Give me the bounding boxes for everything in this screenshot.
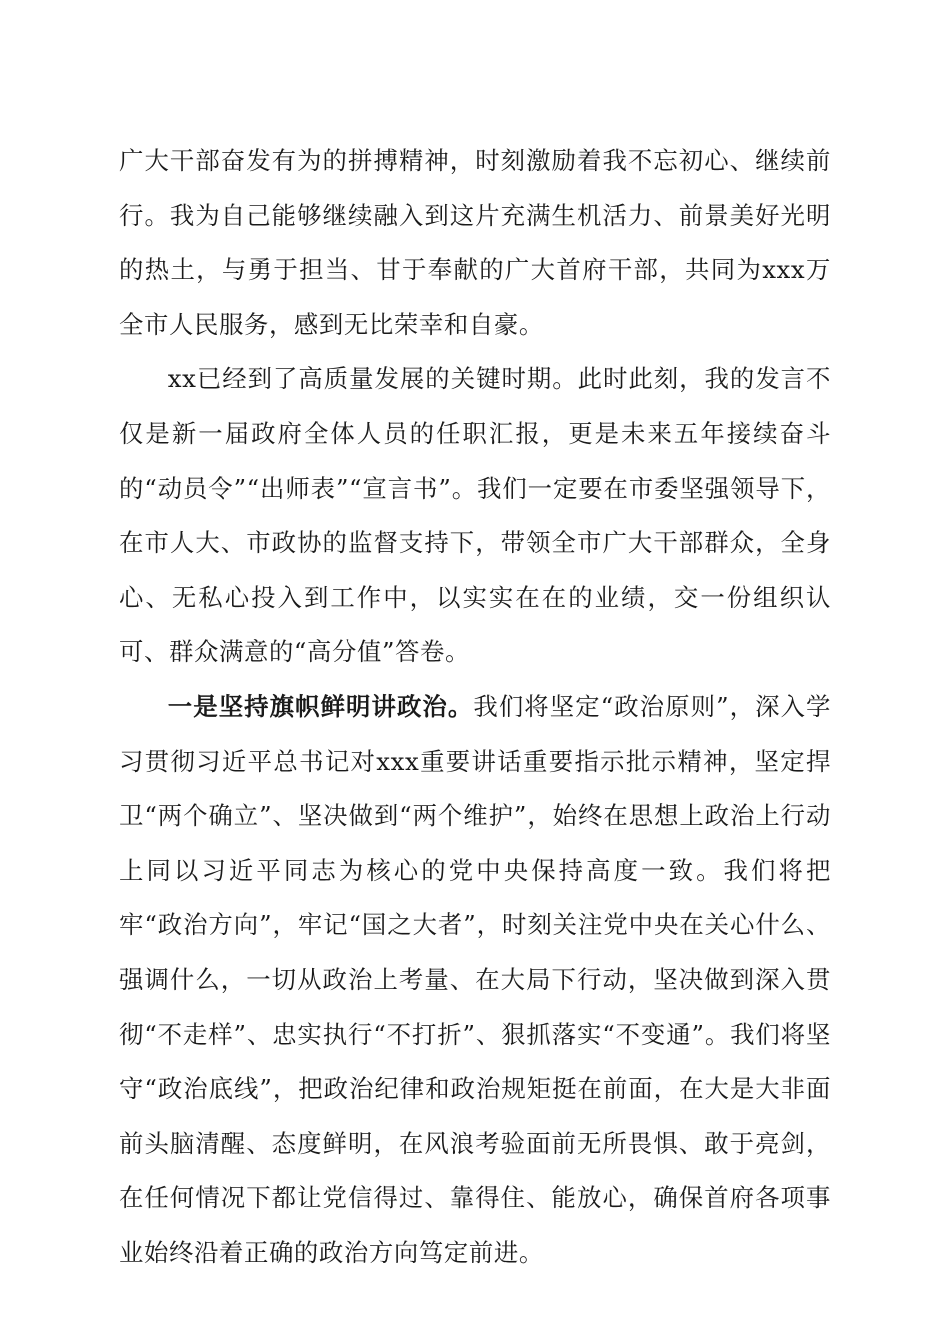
paragraph-text: 广大干部奋发有为的拼搏精神，时刻激励着我不忘初心、继续前行。我为自己能够继续融入到这片充满生机活力、前景美好光明的热土，与勇于担当、甘于奉献的广大首府干部，共同为xxx万全市人民服务，感到无比荣幸和自豪。 (119, 146, 831, 339)
paragraph-text: xx已经到了高质量发展的关键时期。此时此刻，我的发言不仅是新一届政府全体人员的任职汇报，更是未来五年接续奋斗的“动员令”“出师表”“宣言书”。我们一定要在市委坚强领导下，在市人大、市政协的监督支持下，带领全市广大干部群众，全身心、无私心投入到工作中，以实实在在的业绩，交一份组织认可、群众满意的“高分值”答卷。 (119, 364, 831, 667)
document-body (119, 134, 831, 1280)
paragraph-lead-heading: 一是坚持旗帜鲜明讲政治。 (167, 691, 474, 721)
paragraph-continuation (119, 134, 831, 352)
paragraph-text: 我们将坚定“政治原则”，深入学习贯彻习近平总书记对xxx重要讲话重要指示批示精神，坚定捍卫“两个确立”、坚决做到“两个维护”，始终在思想上政治上行动上同以习近平同志为核心的党中央保持高度一致。我们将把牢“政治方向”，牢记“国之大者”，时刻关注党中央在关心什么、强调什么，一切从政治上考量、在大局下行动，坚决做到深入贯彻“不走样”、忠实执行“不打折”、狠抓落实“不变通”。我们将坚守“政治底线”，把政治纪律和政治规矩挺在前面，在大是大非面前头脑清醒、态度鲜明，在风浪考验面前无所畏惧、敢于亮剑，在任何情况下都让党信得过、靠得住、能放心，确保首府各项事业始终沿着正确的政治方向笃定前进。 (119, 691, 831, 1267)
paragraph-politics (119, 680, 831, 1281)
paragraph-high-quality-development (119, 352, 831, 680)
